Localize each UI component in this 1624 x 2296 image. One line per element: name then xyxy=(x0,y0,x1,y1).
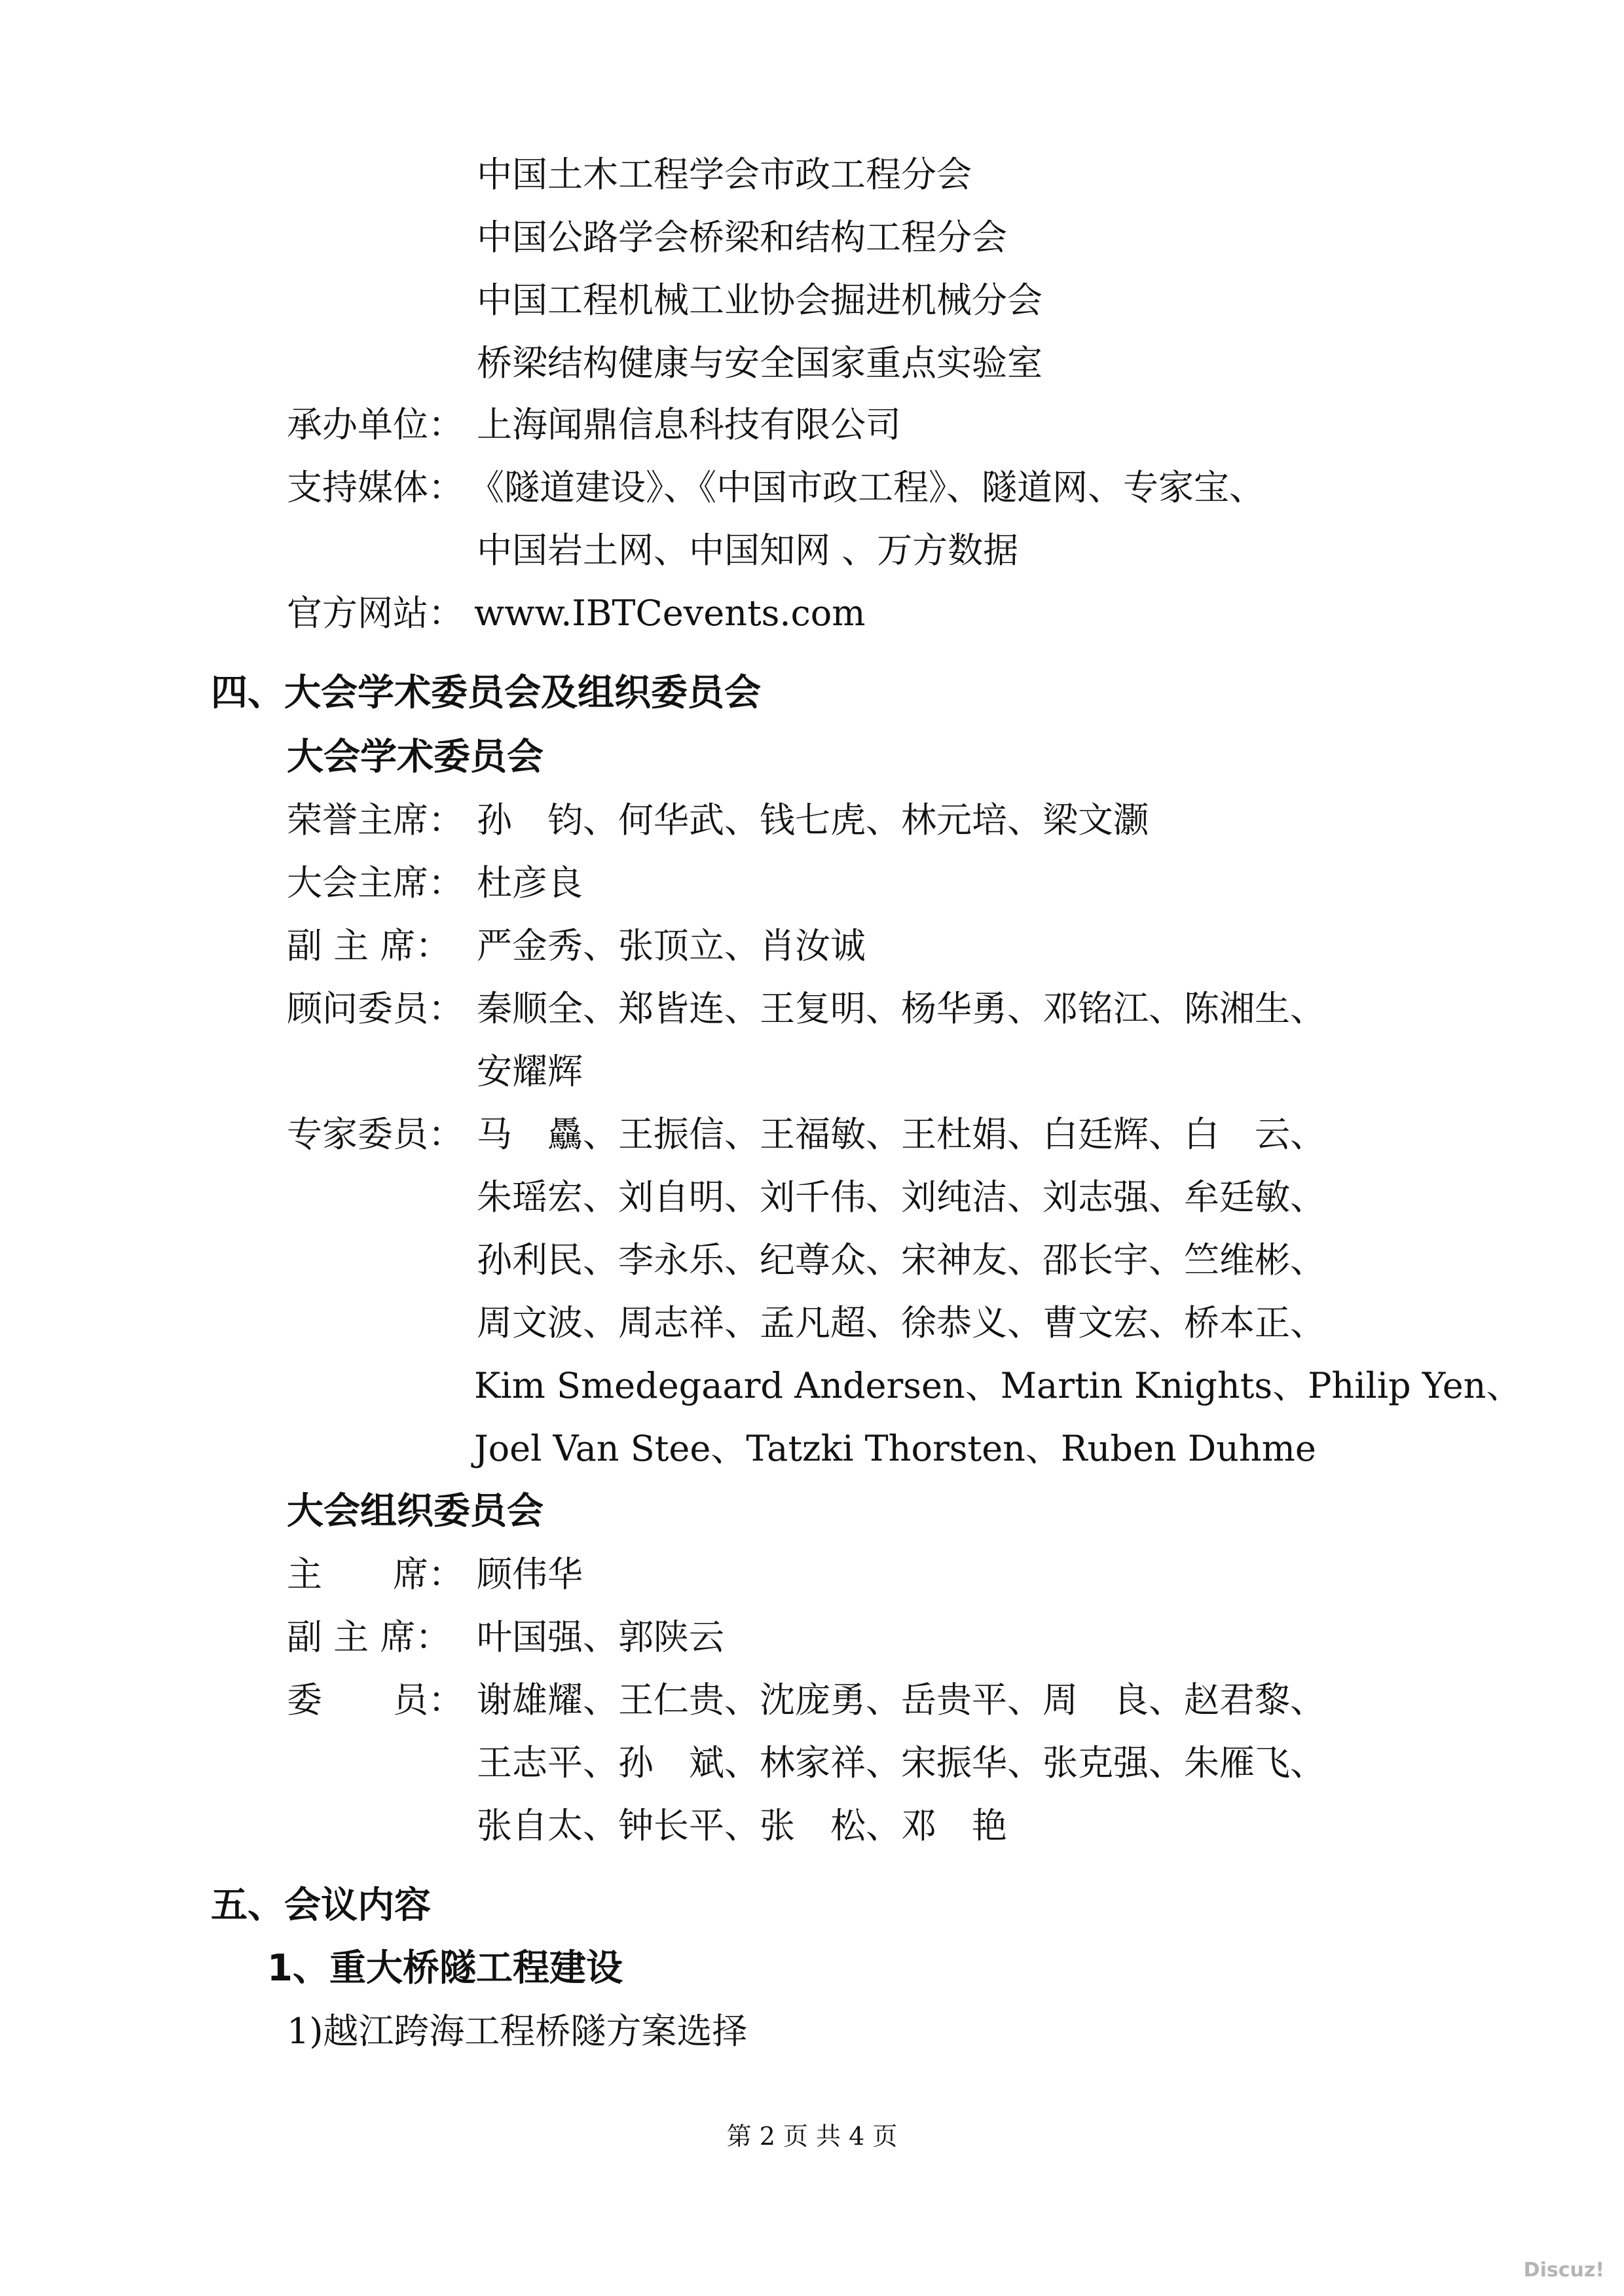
member-line: 谢雄耀、王仁贵、沈庞勇、岳贵平、周 良、赵君黎、 xyxy=(477,1679,1325,1721)
advisor-line: 安耀辉 xyxy=(477,1051,583,1092)
chair-value: 杜彦良 xyxy=(477,862,583,903)
media-label: 支持媒体： xyxy=(287,467,464,508)
section-heading: 五、会议内容 xyxy=(211,1884,431,1927)
expert-line: 马 驫、王振信、王福敏、王杜娟、白廷辉、白 云、 xyxy=(477,1114,1325,1155)
subsection-title: 大会学术委员会 xyxy=(287,736,544,778)
website-link[interactable]: www.IBTCevents.com xyxy=(474,592,866,634)
co-organizer-line: 桥梁结构健康与安全国家重点实验室 xyxy=(477,342,1043,384)
expert-line: Joel Van Stee、Tatzki Thorsten、Ruben Duhme xyxy=(474,1428,1316,1469)
expert-line: 周文波、周志祥、孟凡超、徐恭义、曹文宏、桥本正、 xyxy=(477,1302,1325,1343)
advisor-label: 顾问委员： xyxy=(287,988,464,1029)
media-value: 《隧道建设》、《中国市政工程》、隧道网、专家宝、 xyxy=(469,467,1264,508)
host-value: 上海闻鼎信息科技有限公司 xyxy=(477,404,901,445)
subsection-title: 大会组织委员会 xyxy=(287,1490,544,1533)
co-organizer-line: 中国公路学会桥梁和结构工程分会 xyxy=(477,217,1007,258)
expert-line: 朱瑶宏、刘自明、刘千伟、刘纯洁、刘志强、牟廷敏、 xyxy=(477,1176,1325,1218)
co-organizer-line: 中国工程机械工业协会掘进机械分会 xyxy=(477,280,1043,321)
expert-line: Kim Smedegaard Andersen、Martin Knights、Philip Yen、 xyxy=(474,1365,1522,1406)
member-line: 张自太、钟长平、张 松、邓 艳 xyxy=(477,1805,1007,1846)
org-chair-value: 顾伟华 xyxy=(477,1554,583,1595)
org-vice-chair-label: 副 主 席： xyxy=(287,1616,451,1658)
chair-label: 大会主席： xyxy=(287,862,464,903)
expert-line: 孙利民、李永乐、纪尊众、宋神友、邵长宇、竺维彬、 xyxy=(477,1239,1325,1281)
member-line: 王志平、孙 斌、林家祥、宋振华、张克强、朱雁飞、 xyxy=(477,1742,1325,1783)
advisor-line: 秦顺全、郑皆连、王复明、杨华勇、邓铭江、陈湘生、 xyxy=(477,988,1325,1029)
media-value-cont: 中国岩土网、中国知网 、万方数据 xyxy=(477,530,1019,571)
vice-chair-label: 副 主 席： xyxy=(287,925,451,966)
honorary-chair-label: 荣誉主席： xyxy=(287,799,464,841)
expert-label: 专家委员： xyxy=(287,1114,464,1155)
section-heading: 四、大会学术委员会及组织委员会 xyxy=(211,672,761,714)
host-label: 承办单位： xyxy=(287,404,464,445)
co-organizer-line: 中国土木工程学会市政工程分会 xyxy=(477,154,972,195)
member-label: 委 员： xyxy=(287,1679,464,1721)
vice-chair-value: 严金秀、张顶立、肖汝诚 xyxy=(477,925,866,966)
subsection-title: 1、重大桥隧工程建设 xyxy=(267,1947,623,1990)
content-item: 1)越江跨海工程桥隧方案选择 xyxy=(287,2011,748,2052)
watermark: Discuz! xyxy=(1523,2259,1604,2282)
org-vice-chair-value: 叶国强、郭陕云 xyxy=(477,1616,724,1658)
honorary-chair-value: 孙 钧、何华武、钱七虎、林元培、梁文灏 xyxy=(477,799,1149,841)
website-label: 官方网站： xyxy=(287,592,464,634)
page-number: 第 2 页 共 4 页 xyxy=(726,2122,898,2151)
org-chair-label: 主 席： xyxy=(287,1554,464,1595)
